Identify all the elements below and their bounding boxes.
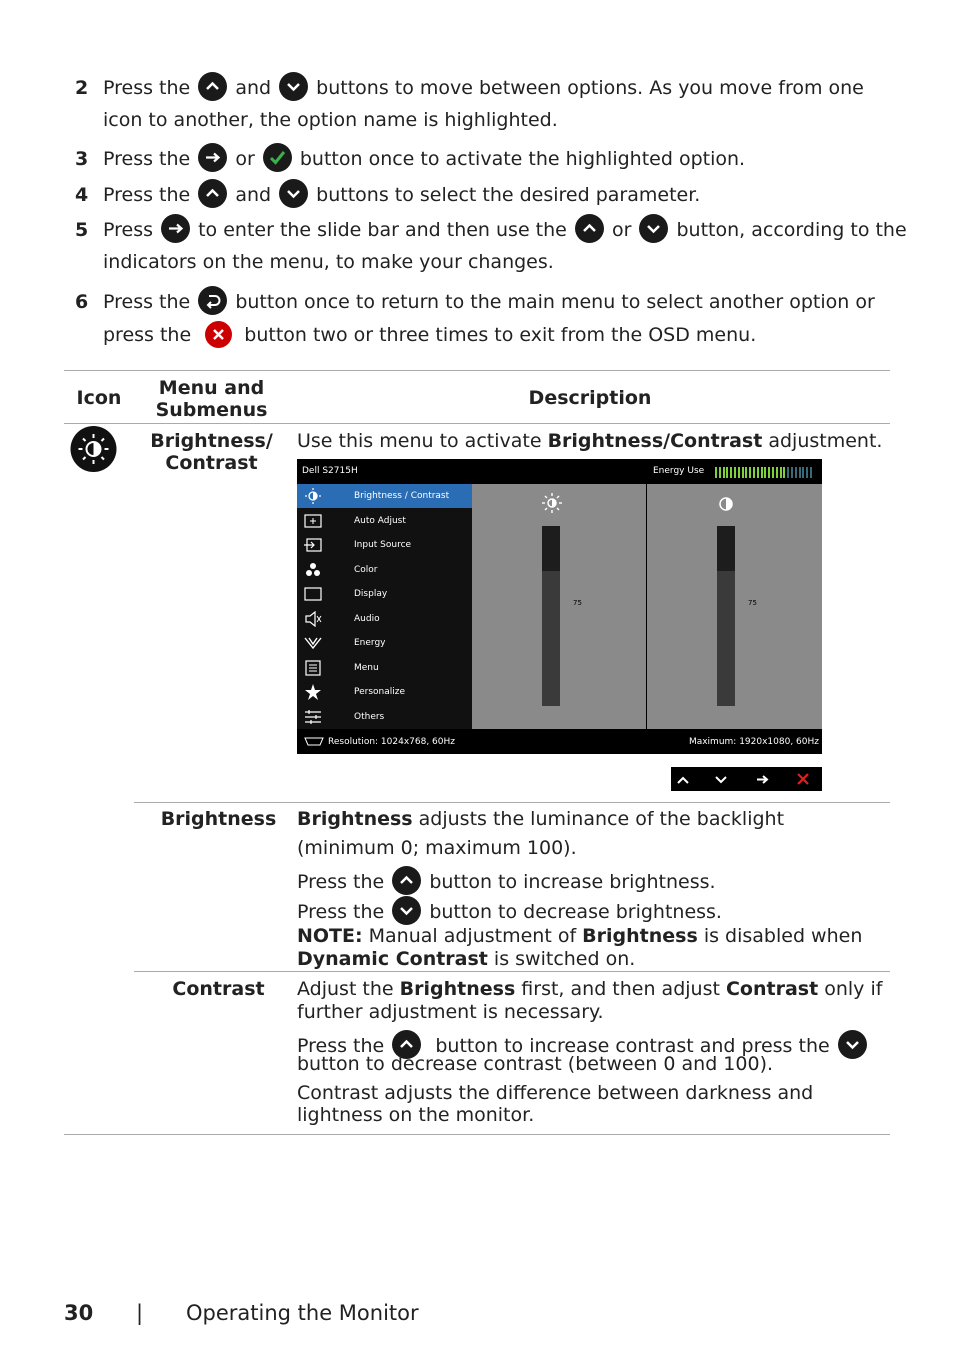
osd-menu-item[interactable] (297, 484, 472, 508)
energy-meter-segment (791, 467, 793, 478)
contrast-line5: Contrast adjusts the difference between darkness and (297, 1082, 814, 1104)
energy-meter-segment (738, 467, 740, 478)
contrast-line6: lightness on the monitor. (297, 1104, 535, 1126)
contrast-line4: button to decrease contrast (between 0 and 100). (297, 1053, 774, 1075)
energy-meter-segment (723, 467, 725, 478)
brightness-line1: Brightness adjusts the luminance of the backlight (297, 808, 785, 830)
osd-menu-item[interactable] (297, 607, 472, 631)
osd-energy-label: Energy Use (653, 466, 705, 476)
osd-brightness-panel (472, 484, 646, 729)
brightness-slider-fill (542, 526, 560, 571)
energy-meter-segment (726, 467, 728, 478)
header-menu: Menu and Submenus (155, 377, 268, 421)
osd-menu-item-label: Energy (354, 638, 386, 648)
energy-meter-segment (772, 467, 774, 478)
osd-resolution: Resolution: 1024x768, 60Hz (328, 737, 455, 747)
osd-menu-item[interactable] (297, 533, 472, 557)
menu-contrast: Contrast (172, 978, 265, 1000)
brightness-line3: Press the button to increase brightness. (297, 866, 716, 895)
osd-nav-buttons (671, 767, 822, 791)
row-rule (134, 971, 890, 972)
energy-meter-segment (810, 467, 812, 478)
footer-title: Operating the Monitor (186, 1301, 419, 1325)
step-5: 5 Press to enter the slide bar and then use the or button, according to the (75, 214, 907, 243)
auto-adjust-icon (304, 513, 322, 529)
brightness-note-cont: Dynamic Contrast is switched on. (297, 948, 636, 970)
header-icon: Icon (76, 387, 122, 409)
osd-menu-item-label: Input Source (354, 540, 412, 550)
osd-menu-item-label: Personalize (354, 687, 406, 697)
energy-meter-segment (730, 467, 732, 478)
contrast-line3: Press the button to increase contrast and press the (297, 1030, 869, 1059)
down-icon (716, 777, 726, 782)
contrast-slider-fill (717, 526, 735, 571)
osd-menu-item-label: Auto Adjust (354, 515, 406, 526)
sun-icon (542, 493, 562, 513)
osd-menu-item-label: Audio (354, 613, 380, 624)
energy-meter-segment (745, 467, 747, 478)
osd-menu-item-label: Display (354, 589, 388, 599)
energy-meter-segment (757, 467, 759, 478)
up-button-icon (198, 179, 227, 208)
brightness-slider (542, 526, 560, 706)
energy-meter-segment (734, 467, 736, 478)
header-rule (64, 423, 890, 424)
brightness-line4: Press the button to decrease brightness. (297, 896, 722, 925)
color-icon (304, 562, 322, 578)
personalize-icon (304, 684, 322, 700)
energy-meter-segment (799, 467, 801, 478)
exit-button-icon (205, 321, 232, 348)
energy-meter-segment (802, 467, 804, 478)
energy-meter-segment (749, 467, 751, 478)
up-button-icon (575, 214, 604, 243)
osd-menu-item-label: Others (354, 711, 385, 722)
display-icon (304, 586, 322, 602)
down-button-icon (639, 214, 668, 243)
step-6: 6 Press the button once to return to the main menu to select another option or (75, 286, 875, 315)
brightness-note: NOTE: Manual adjustment of Brightness is disabled when (297, 925, 863, 947)
osd-maximum: Maximum: 1920x1080, 60Hz (688, 737, 819, 747)
down-button-icon (279, 72, 308, 101)
energy-meter-segment (742, 467, 744, 478)
down-button-icon (392, 896, 421, 925)
energy-icon (304, 635, 322, 651)
osd-title-bar (297, 459, 822, 484)
vga-connector-icon (304, 737, 324, 746)
menu-icon (304, 660, 322, 676)
step-3: 3 Press the or button once to activate the highlighted option. (75, 143, 745, 172)
footer-separator: | (136, 1301, 144, 1325)
energy-meter-segment (780, 467, 782, 478)
osd-menu-item-label: Brightness / Contrast (354, 491, 450, 501)
energy-meter-segment (806, 467, 808, 478)
table-top-rule (64, 370, 890, 371)
energy-meter (715, 467, 815, 478)
osd-menu-item[interactable] (297, 582, 472, 606)
step-6-cont: press the button two or three times to exit from the OSD menu. (103, 321, 756, 348)
osd-menu (297, 484, 472, 729)
osd-contrast-panel (647, 484, 822, 729)
energy-meter-segment (795, 467, 797, 478)
back-button-icon (198, 286, 227, 315)
energy-meter-segment (776, 467, 778, 478)
energy-meter-segment (768, 467, 770, 478)
energy-meter-segment (783, 467, 785, 478)
menu-brightness-contrast: Brightness/ Contrast (150, 430, 273, 474)
energy-meter-segment (715, 467, 717, 478)
row-rule (134, 802, 890, 803)
down-button-icon (279, 179, 308, 208)
osd-menu-item[interactable] (297, 656, 472, 680)
osd-menu-item[interactable] (297, 705, 472, 729)
enter-button-icon (198, 143, 227, 172)
contrast-icon (719, 497, 733, 511)
menu-brightness: Brightness (160, 808, 277, 830)
energy-meter-segment (761, 467, 763, 478)
row1-description: Use this menu to activate Brightness/Contrast adjustment. (297, 430, 883, 452)
energy-meter-segment (787, 467, 789, 478)
header-description: Description (528, 387, 652, 409)
brightness-line2: (minimum 0; maximum 100). (297, 837, 577, 859)
close-icon (798, 774, 808, 784)
energy-meter-segment (719, 467, 721, 478)
osd-menu-item-label: Menu (354, 662, 379, 673)
contrast-value: 75 (748, 599, 757, 607)
osd-menu-item[interactable] (297, 680, 472, 704)
osd-menu-item[interactable] (297, 558, 472, 582)
table-bottom-rule (64, 1134, 890, 1135)
osd-status-bar (297, 729, 822, 754)
osd-menu-item[interactable] (297, 509, 472, 533)
osd-screenshot (297, 459, 822, 754)
up-button-icon (392, 866, 421, 895)
step-2: 2 Press the and buttons to move between options. As you move from one (75, 72, 864, 101)
others-icon (304, 709, 322, 725)
contrast-line2: further adjustment is necessary. (297, 1001, 604, 1023)
osd-menu-item-label: Color (354, 564, 378, 575)
down-button-icon (838, 1030, 867, 1059)
energy-meter-segment (753, 467, 755, 478)
osd-menu-item[interactable] (297, 631, 472, 655)
energy-meter-segment (764, 467, 766, 478)
enter-icon (757, 776, 767, 783)
up-icon (678, 778, 688, 783)
up-button-icon (198, 72, 227, 101)
brightness-icon (304, 488, 322, 504)
enter-button-icon (161, 214, 190, 243)
check-button-icon (263, 143, 292, 172)
brightness-value: 75 (573, 599, 582, 607)
step-4: 4 Press the and buttons to select the desired parameter. (75, 179, 700, 208)
osd-model: Dell S2715H (302, 466, 358, 476)
page-number: 30 (64, 1301, 94, 1325)
contrast-slider (717, 526, 735, 706)
audio-icon (304, 611, 322, 627)
contrast-line1: Adjust the Brightness first, and then adjust Contrast only if (297, 978, 883, 1000)
brightness-contrast-icon (70, 426, 117, 472)
input-source-icon (304, 537, 322, 553)
